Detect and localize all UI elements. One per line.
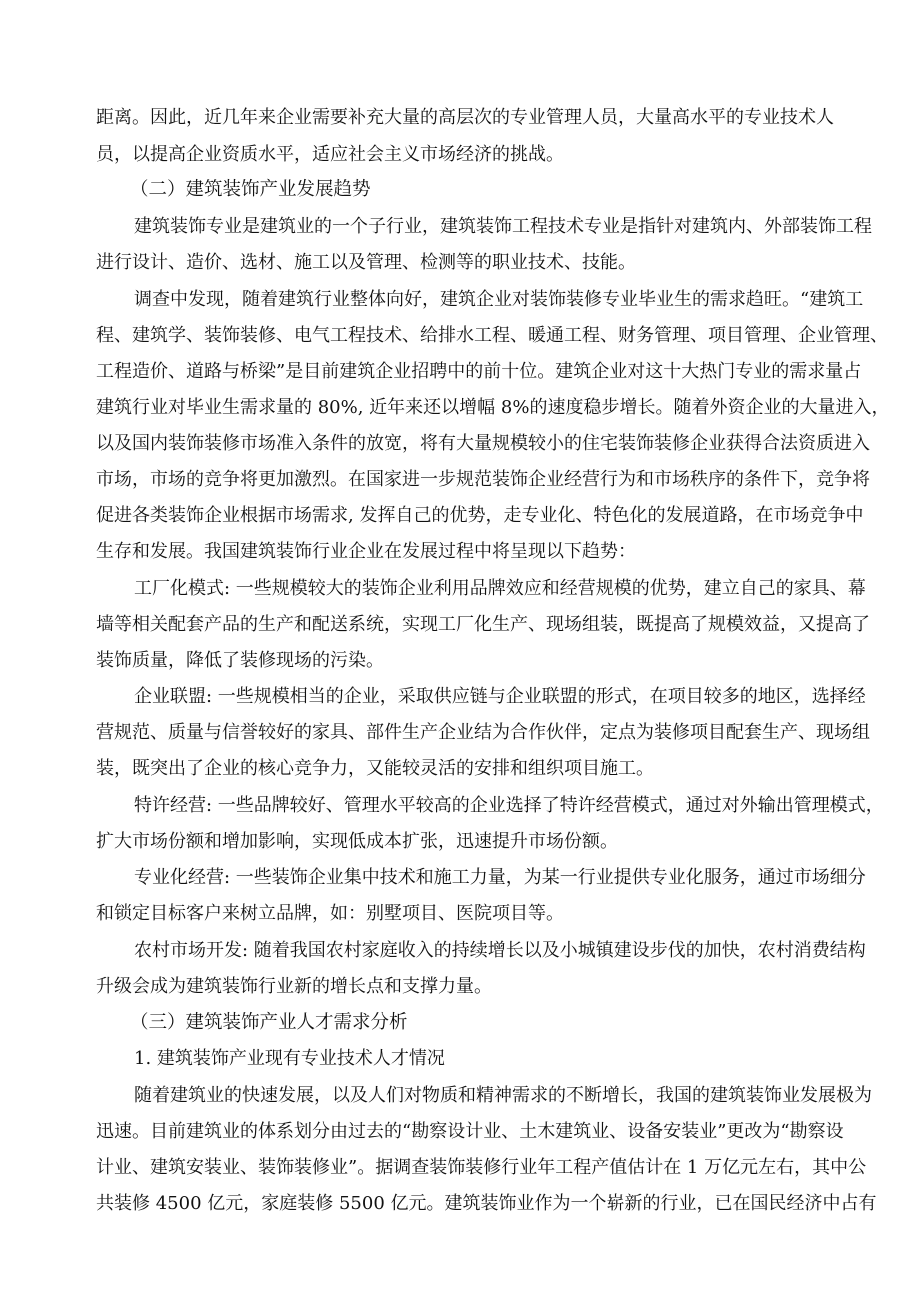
text-line: 促进各类装饰企业根据市场需求, 发挥自己的优势，走专业化、特色化的发展道路，在市场竞争中 [96, 505, 864, 526]
text-line: 距离。因此，近几年来企业需要补充大量的高层次的专业管理人员，大量高水平的专业技术人 [96, 107, 834, 128]
text-line: 调查中发现，随着建筑行业整体向好，建筑企业对装饰装修专业毕业生的需求趋旺。“建筑工 [134, 289, 864, 310]
text-line: 进行设计、造价、选材、施工以及管理、检测等的职业技术、技能。 [96, 252, 636, 273]
text-line: 员，以提高企业资质水平，适应社会主义市场经济的挑战。 [96, 144, 564, 165]
text-line: 以及国内装饰装修市场准入条件的放宽，将有大量规模较小的住宅装饰装修企业获得合法资质进入 [96, 433, 870, 454]
text-line: 共装修 4500 亿元，家庭装修 5500 亿元。建筑装饰业作为一个崭新的行业，已在国民经济中占有 [96, 1193, 877, 1214]
text-line: 程、建筑学、装饰装修、电气工程技术、给排水工程、暖通工程、财务管理、项目管理、企业管理、 [96, 325, 888, 346]
text-line: 生存和发展。我国建筑装饰行业企业在发展过程中将呈现以下趋势： [96, 541, 636, 562]
text-line: 专业化经营: 一些装饰企业集中技术和施工力量，为某一行业提供专业化服务，通过市场细分 [134, 867, 866, 888]
text-line: 工厂化模式: 一些规模较大的装饰企业利用品牌效应和经营规模的优势，建立自己的家具、幕 [134, 578, 866, 599]
section-heading: （二）建筑装饰产业发展趋势 [130, 179, 371, 200]
text-line: 随着建筑业的快速发展，以及人们对物质和精神需求的不断增长，我国的建筑装饰业发展极为 [134, 1085, 872, 1106]
text-line: 迅速。目前建筑业的体系划分由过去的“勘察设计业、土木建筑业、设备安装业”更改为“勘察设 [96, 1121, 844, 1142]
text-line: 建筑行业对毕业生需求量的 80%, 近年来还以增幅 8%的速度稳步增长。随着外资企业的大量进入， [96, 397, 890, 418]
text-line: 企业联盟: 一些规模相当的企业，采取供应链与企业联盟的形式，在项目较多的地区，选择经 [134, 686, 866, 707]
text-line: 计业、建筑安装业、装饰装修业”。据调查装饰装修行业年工程产值估计在 1 万亿元左右，其中公 [96, 1157, 867, 1178]
text-line: 墙等相关配套产品的生产和配送系统，实现工厂化生产、现场组装，既提高了规模效益，又提高了 [96, 614, 870, 635]
text-line: 建筑装饰专业是建筑业的一个子行业，建筑装饰工程技术专业是指针对建筑内、外部装饰工程 [134, 216, 872, 237]
text-line: 农村市场开发: 随着我国农村家庭收入的持续增长以及小城镇建设步伐的加快，农村消费结构 [134, 940, 866, 961]
text-line: 特许经营: 一些品牌较好、管理水平较高的企业选择了特许经营模式，通过对外输出管理模式， [134, 795, 884, 816]
subsection-heading: 1. 建筑装饰产业现有专业技术人才情况 [134, 1048, 445, 1069]
section-heading: （三）建筑装饰产业人才需求分析 [130, 1012, 408, 1033]
text-line: 市场，市场的竞争将更加激烈。在国家进一步规范装饰企业经营行为和市场秩序的条件下，竞争将 [96, 469, 870, 490]
text-line: 装饰质量，降低了装修现场的污染。 [96, 650, 384, 671]
text-line: 升级会成为建筑装饰行业新的增长点和支撑力量。 [96, 976, 492, 997]
text-line: 和锁定目标客户来树立品牌，如：别墅项目、医院项目等。 [96, 903, 564, 924]
text-line: 营规范、质量与信誉较好的家具、部件生产企业结为合作伙伴，定点为装修项目配套生产、现场组 [96, 722, 870, 743]
text-line: 装，既突出了企业的核心竞争力，又能较灵活的安排和组织项目施工。 [96, 758, 654, 779]
text-line: 工程造价、道路与桥梁”是目前建筑企业招聘中的前十位。建筑企业对这十大热门专业的需求量占 [96, 361, 862, 382]
text-line: 扩大市场份额和增加影响，实现低成本扩张，迅速提升市场份额。 [96, 831, 618, 852]
